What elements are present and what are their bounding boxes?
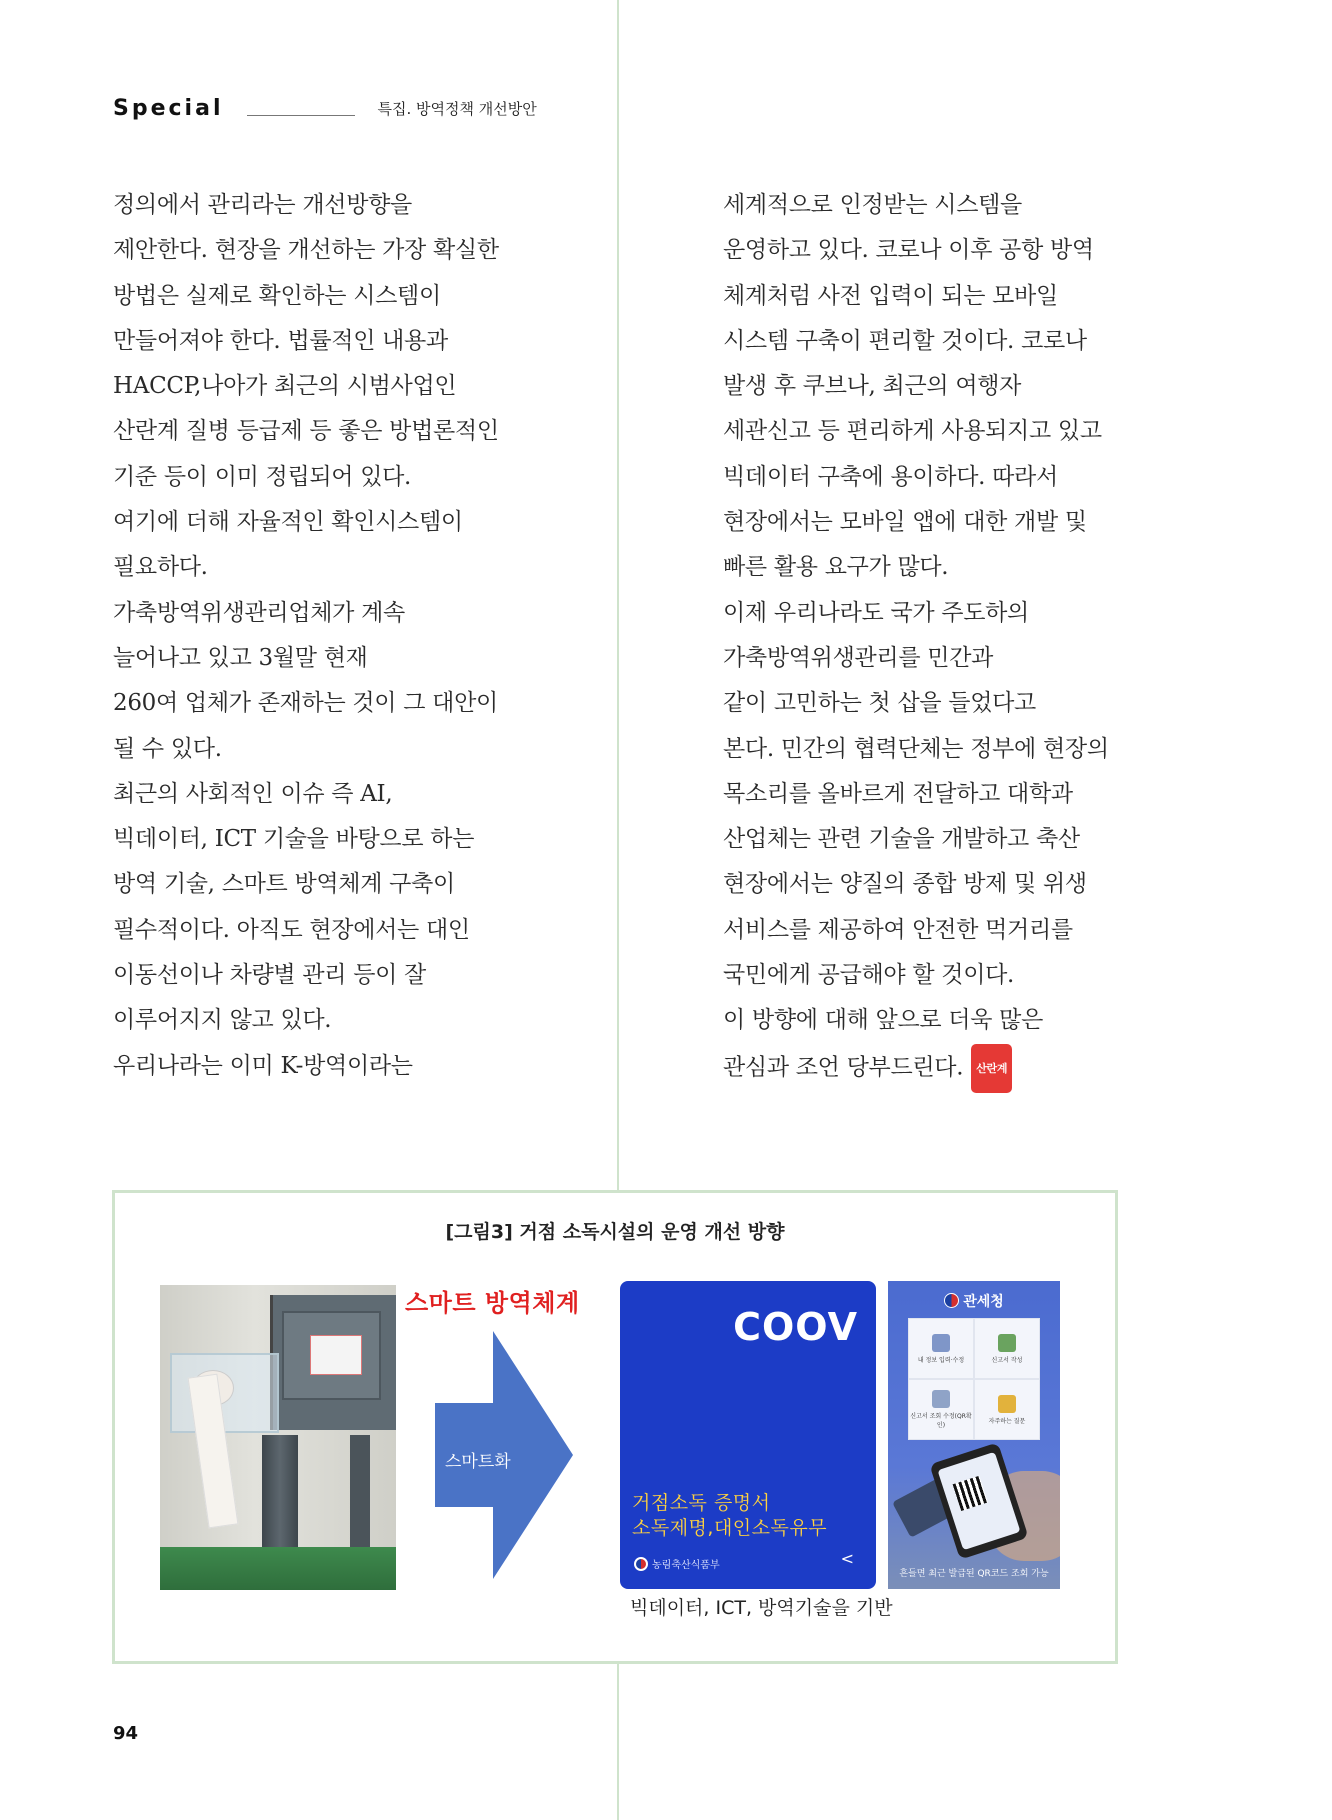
customs-menu-grid [908,1318,1040,1440]
customs-footer: 흔들면 최근 발급된 QR코드 조회 가능 [899,1569,1049,1579]
text-line: 빅데이터, ICT 기술을 바탕으로 하는 [113,826,475,853]
text-line: 만들어져야 한다. 법률적인 내용과 [113,327,448,354]
text-line: 가축방역위생관리업체가 계속 [113,599,405,626]
customs-menu-item [974,1318,1040,1379]
text-line: 제안한다. 현장을 개선하는 가장 확실한 [113,237,499,264]
text-line: 빠른 활용 요구가 많다. [723,554,949,581]
customs-menu-item [974,1379,1040,1440]
text-line: 같이 고민하는 첫 삽을 들었다고 [723,690,1036,717]
government-emblem-icon [944,1293,959,1308]
text-line: 목소리를 올바르게 전달하고 대학과 [723,780,1073,807]
government-emblem-icon [634,1557,648,1571]
text-line-last [723,1044,1163,1093]
text-line: 필수적이다. 아직도 현장에서는 대인 [113,916,470,943]
coov-app-screen [620,1281,876,1589]
customs-menu-label: 자주하는 질문 [988,1417,1026,1425]
text-line: 세계적으로 인정받는 시스템을 [723,192,1022,218]
right-column [723,183,1163,1093]
text-line: 현장에서는 양질의 종합 방제 및 위생 [723,871,1087,898]
customs-menu-label: 신고서 조회 수정(QR확인) [910,1413,972,1429]
text-line: 260여 업체가 존재하는 것이 그 대안이 [113,690,498,717]
figure-caption: 빅데이터, ICT, 방역기술을 기반 [630,1597,893,1619]
section-subtitle: 특집. 방역정책 개선방안 [377,99,537,118]
end-mark-badge: 산란계 [971,1044,1012,1093]
checklist-icon [998,1334,1016,1352]
text-line: 우리나라는 이미 K-방역이라는 [113,1052,413,1079]
text-line: 이 방향에 대해 앞으로 더욱 많은 [723,1007,1043,1034]
text-line: 필요하다. [113,554,208,581]
text-line: 정의에서 관리라는 개선방향을 [113,192,412,218]
coov-certificate-text [632,1491,827,1541]
text-line: 빅데이터 구축에 용이하다. 따라서 [723,463,1058,490]
ministry-name: 농림축산식품부 [652,1560,720,1571]
coov-line-1: 거점소독 증명서 [632,1492,771,1514]
customs-header [888,1291,1060,1311]
page-header [113,88,537,128]
coov-line-2: 소독제명,대인소독유무 [632,1517,828,1539]
left-column [113,183,593,1089]
phone-qr-image [929,1442,1028,1559]
text-line: 본다. 민간의 협력단체는 정부에 현장의 [723,735,1109,762]
customs-menu-item [908,1379,974,1440]
text-line: 가축방역위생관리를 민간과 [723,644,994,671]
text-line: 산업체는 관련 기술을 개발하고 축산 [723,826,1080,853]
text-line: 이루어지지 않고 있다. [113,1007,332,1034]
disinfection-station-photo [160,1285,396,1590]
text-line: 방법은 실제로 확인하는 시스템이 [113,282,441,309]
text-line-last-text: 관심과 조언 당부드린다. [723,1054,964,1081]
text-line: 방역 기술, 스마트 방역체계 구축이 [113,871,455,898]
profile-icon [932,1334,950,1352]
chat-icon [998,1395,1016,1413]
section-label: Special [113,95,224,121]
text-line: 체계처럼 사전 입력이 되는 모바일 [723,282,1058,309]
text-line: 기준 등이 이미 정립되어 있다. [113,463,412,490]
text-line: 국민에게 공급해야 할 것이다. [723,962,1015,989]
text-line: 현장에서는 모바일 앱에 대한 개발 및 [723,509,1087,536]
customs-app-screen [888,1281,1060,1589]
text-line: 산란계 질병 등급제 등 좋은 방법론적인 [113,418,499,445]
search-icon [932,1390,950,1408]
text-line: 이동선이나 차량별 관리 등이 잘 [113,962,426,989]
text-line: 발생 후 쿠브나, 최근의 여행자 [723,373,1022,400]
customs-menu-label: 신고서 작성 [991,1356,1023,1364]
text-line: 서비스를 제공하여 안전한 먹거리를 [723,916,1073,943]
text-line: 세관신고 등 편리하게 사용되지고 있고 [723,418,1102,445]
arrow-label: 스마트화 [445,1452,511,1472]
ministry-label [634,1556,720,1571]
customs-menu-label: 내 정보 입력·수정 [917,1356,965,1364]
page-number: 94 [113,1723,139,1744]
text-line: 운영하고 있다. 코로나 이후 공항 방역 [723,237,1094,264]
header-rule [247,115,355,116]
figure-title: [그림3] 거점 소독시설의 운영 개선 방향 [445,1221,785,1243]
coov-logo: COOV [733,1305,858,1349]
text-line: 시스템 구축이 편리할 것이다. 코로나 [723,327,1087,354]
text-line: 늘어나고 있고 3월말 현재 [113,644,368,671]
text-line: 이제 우리나라도 국가 주도하의 [723,599,1029,626]
share-icon: < [840,1549,854,1568]
text-line: HACCP,나아가 최근의 시범사업인 [113,373,457,400]
customs-title: 관세청 [963,1294,1004,1310]
customs-menu-item [908,1318,974,1379]
smart-quarantine-label: 스마트 방역체계 [405,1289,580,1317]
text-line: 최근의 사회적인 이슈 즉 AI, [113,780,393,807]
text-line: 될 수 있다. [113,735,222,762]
text-line: 여기에 더해 자율적인 확인시스템이 [113,509,463,536]
figure-box [112,1190,1118,1664]
